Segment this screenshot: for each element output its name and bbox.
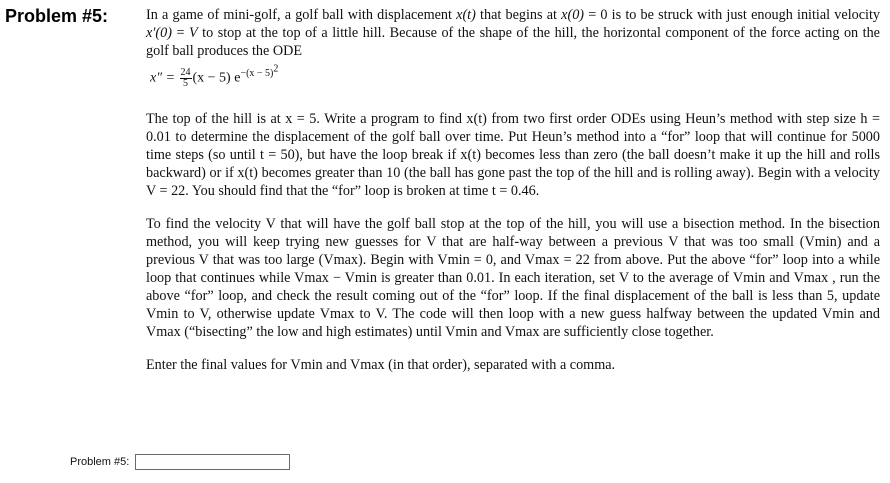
paragraph-instruction: Enter the final values for Vmin and Vmax (in that order), separated with a comma. [146, 357, 616, 373]
answer-label: Problem #5: [70, 456, 130, 468]
paragraph-bisection: To find the velocity V that will have the golf ball stop at the top of the hill, you will use a bisection method. In the bisection method, you will keep trying new guesses for V that are half-way between a previous V that was too small (Vmin) and a previous V that was too large (Vmax). Begin with Vmin = 0, and Vmax = 22 from above. Put the above “for” loop into a while loop that continues while Vmax − Vmin is greater than 0.01. In each iteration, set V to the average of Vmin and Vmax , run the above “for” loop, and check the result coming out of the “for” loop. If the final displacement of the ball is less than 5, update Vmin to V, otherwise update Vmax to V. The code will then loop with a new guess halfway between the updated Vmin and Vmax (“bisecting” the low and high estimates) until Vmin and Vmax are sufficiently close together. [146, 216, 880, 340]
answer-input[interactable] [135, 454, 290, 470]
problem-heading: Problem #5: [5, 6, 109, 26]
ode-equation: x″ = $\frac{24}{5}$ (x − 5) $e^{-(x - 5)^2}$ [150, 63, 279, 89]
problem-intro: In a game of mini-golf, a golf ball with displacement x(t) that begins at x(0) = 0 is to be struck with just enough initial velocity x′(0) = V to stop at the top of a little hill. Because of the shape of the hill, the horizontal component of the force acting on the golf ball produces the ODE [146, 7, 881, 59]
answer-row [70, 454, 290, 470]
paragraph-heun: The top of the hill is at x = 5. Write a program to find x(t) from two first order ODEs using Heun’s method with step size h = 0.01 to determine the displacement of the golf ball over time. Put Heun’s method into a “for” loop that will continue for 5000 time steps (so until t = 50), but have the loop break if x(t) becomes less than zero (the ball doesn’t make it up the hill and rolls backward) or if x(t) becomes greater than 10 (the ball has gone past the top of the hill and is rolling away). Begin with a velocity V = 22. You should find that the “for” loop is broken at time t = 0.46. [146, 111, 880, 199]
problem-body [146, 6, 880, 374]
